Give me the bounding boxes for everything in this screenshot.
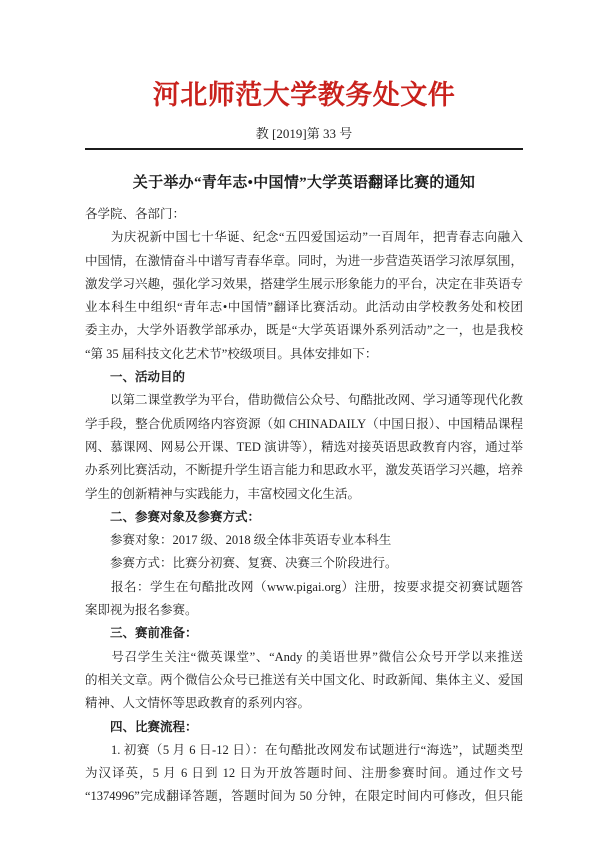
body-line: 案即视为报名参赛。 bbox=[85, 603, 198, 618]
body-line: 1. 初赛（5 月 6 日-12 日）：在句酷批改网发布试题进行“海选”，试题类型 bbox=[85, 742, 523, 757]
body-line: 参赛对象：2017 级、2018 级全体非英语专业本科生 bbox=[85, 533, 392, 548]
body-line: 为汉译英，5 月 6 日到 12 日为开放答题时间、注册参赛时间。通过作文号 bbox=[85, 766, 523, 781]
header-divider bbox=[85, 148, 523, 150]
section-heading: 四、比赛流程： bbox=[85, 719, 198, 734]
body-line: 学手段，整合优质网络内容资源（如 CHINADAILY（中国日报）、中国精品课程 bbox=[85, 416, 523, 431]
org-title: 河北师范大学教务处文件 bbox=[152, 80, 456, 110]
section-heading: 三、赛前准备： bbox=[85, 626, 198, 641]
section-heading: 二、参赛对象及参赛方式： bbox=[85, 509, 261, 524]
body-line: 业本科生中组织“青年志•中国情”翻译比赛活动。此活动由学校教务处和校团 bbox=[85, 300, 523, 315]
body-line: 报名：学生在句酷批改网（www.pigai.org）注册，按要求提交初赛试题答 bbox=[85, 579, 523, 594]
body-line: “1374996”完成翻译答题，答题时间为 50 分钟，在限定时间内可修改，但只能 bbox=[85, 789, 523, 804]
section-heading: 一、活动目的 bbox=[85, 370, 186, 385]
body-line: 激发学习兴趣，强化学习效果，搭建学生展示形象能力的平台，决定在非英语专 bbox=[85, 276, 523, 291]
body-line: “第 35 届科技文化艺术节”校级项目。具体安排如下： bbox=[85, 346, 378, 361]
document-body bbox=[85, 203, 523, 809]
doc-number: 教 [2019]第 33 号 bbox=[255, 126, 353, 141]
body-line: 的相关文章。两个微信公众号已推送有关中国文化、时政新闻、集体主义、爱国 bbox=[85, 672, 523, 687]
body-line: 办系列比赛活动，不断提升学生语言能力和思政水平，激发英语学习兴趣，培养 bbox=[85, 463, 523, 478]
body-line: 精神、人文情怀等思政教育的系列内容。 bbox=[85, 696, 311, 711]
body-line: 各学院、各部门： bbox=[85, 207, 186, 221]
notice-title: 关于举办“青年志•中国情”大学英语翻译比赛的通知 bbox=[132, 175, 476, 191]
body-line: 中国情，在激情奋斗中谱写青春华章。同时，为进一步营造英语学习浓厚氛围， bbox=[85, 253, 523, 268]
body-line: 委主办，大学外语教学部承办，既是“大学英语课外系列活动”之一，也是我校 bbox=[85, 323, 523, 338]
body-line: 号召学生关注“微英课堂”、“Andy 的美语世界”微信公众号开学以来推送 bbox=[85, 649, 523, 664]
body-line: 网、慕课网、网易公开课、TED 演讲等），精选对接英语思政教育内容，通过举 bbox=[85, 439, 523, 454]
body-line: 为庆祝新中国七十华诞、纪念“五四爱国运动”一百周年，把青春志向融入 bbox=[85, 230, 523, 245]
body-line: 学生的创新精神与实践能力，丰富校园文化生活。 bbox=[85, 486, 361, 501]
body-line: 以第二课堂教学为平台，借助微信公众号、句酷批改网、学习通等现代化教 bbox=[85, 393, 523, 408]
body-line: 参赛方式：比赛分初赛、复赛、决赛三个阶段进行。 bbox=[85, 556, 398, 571]
